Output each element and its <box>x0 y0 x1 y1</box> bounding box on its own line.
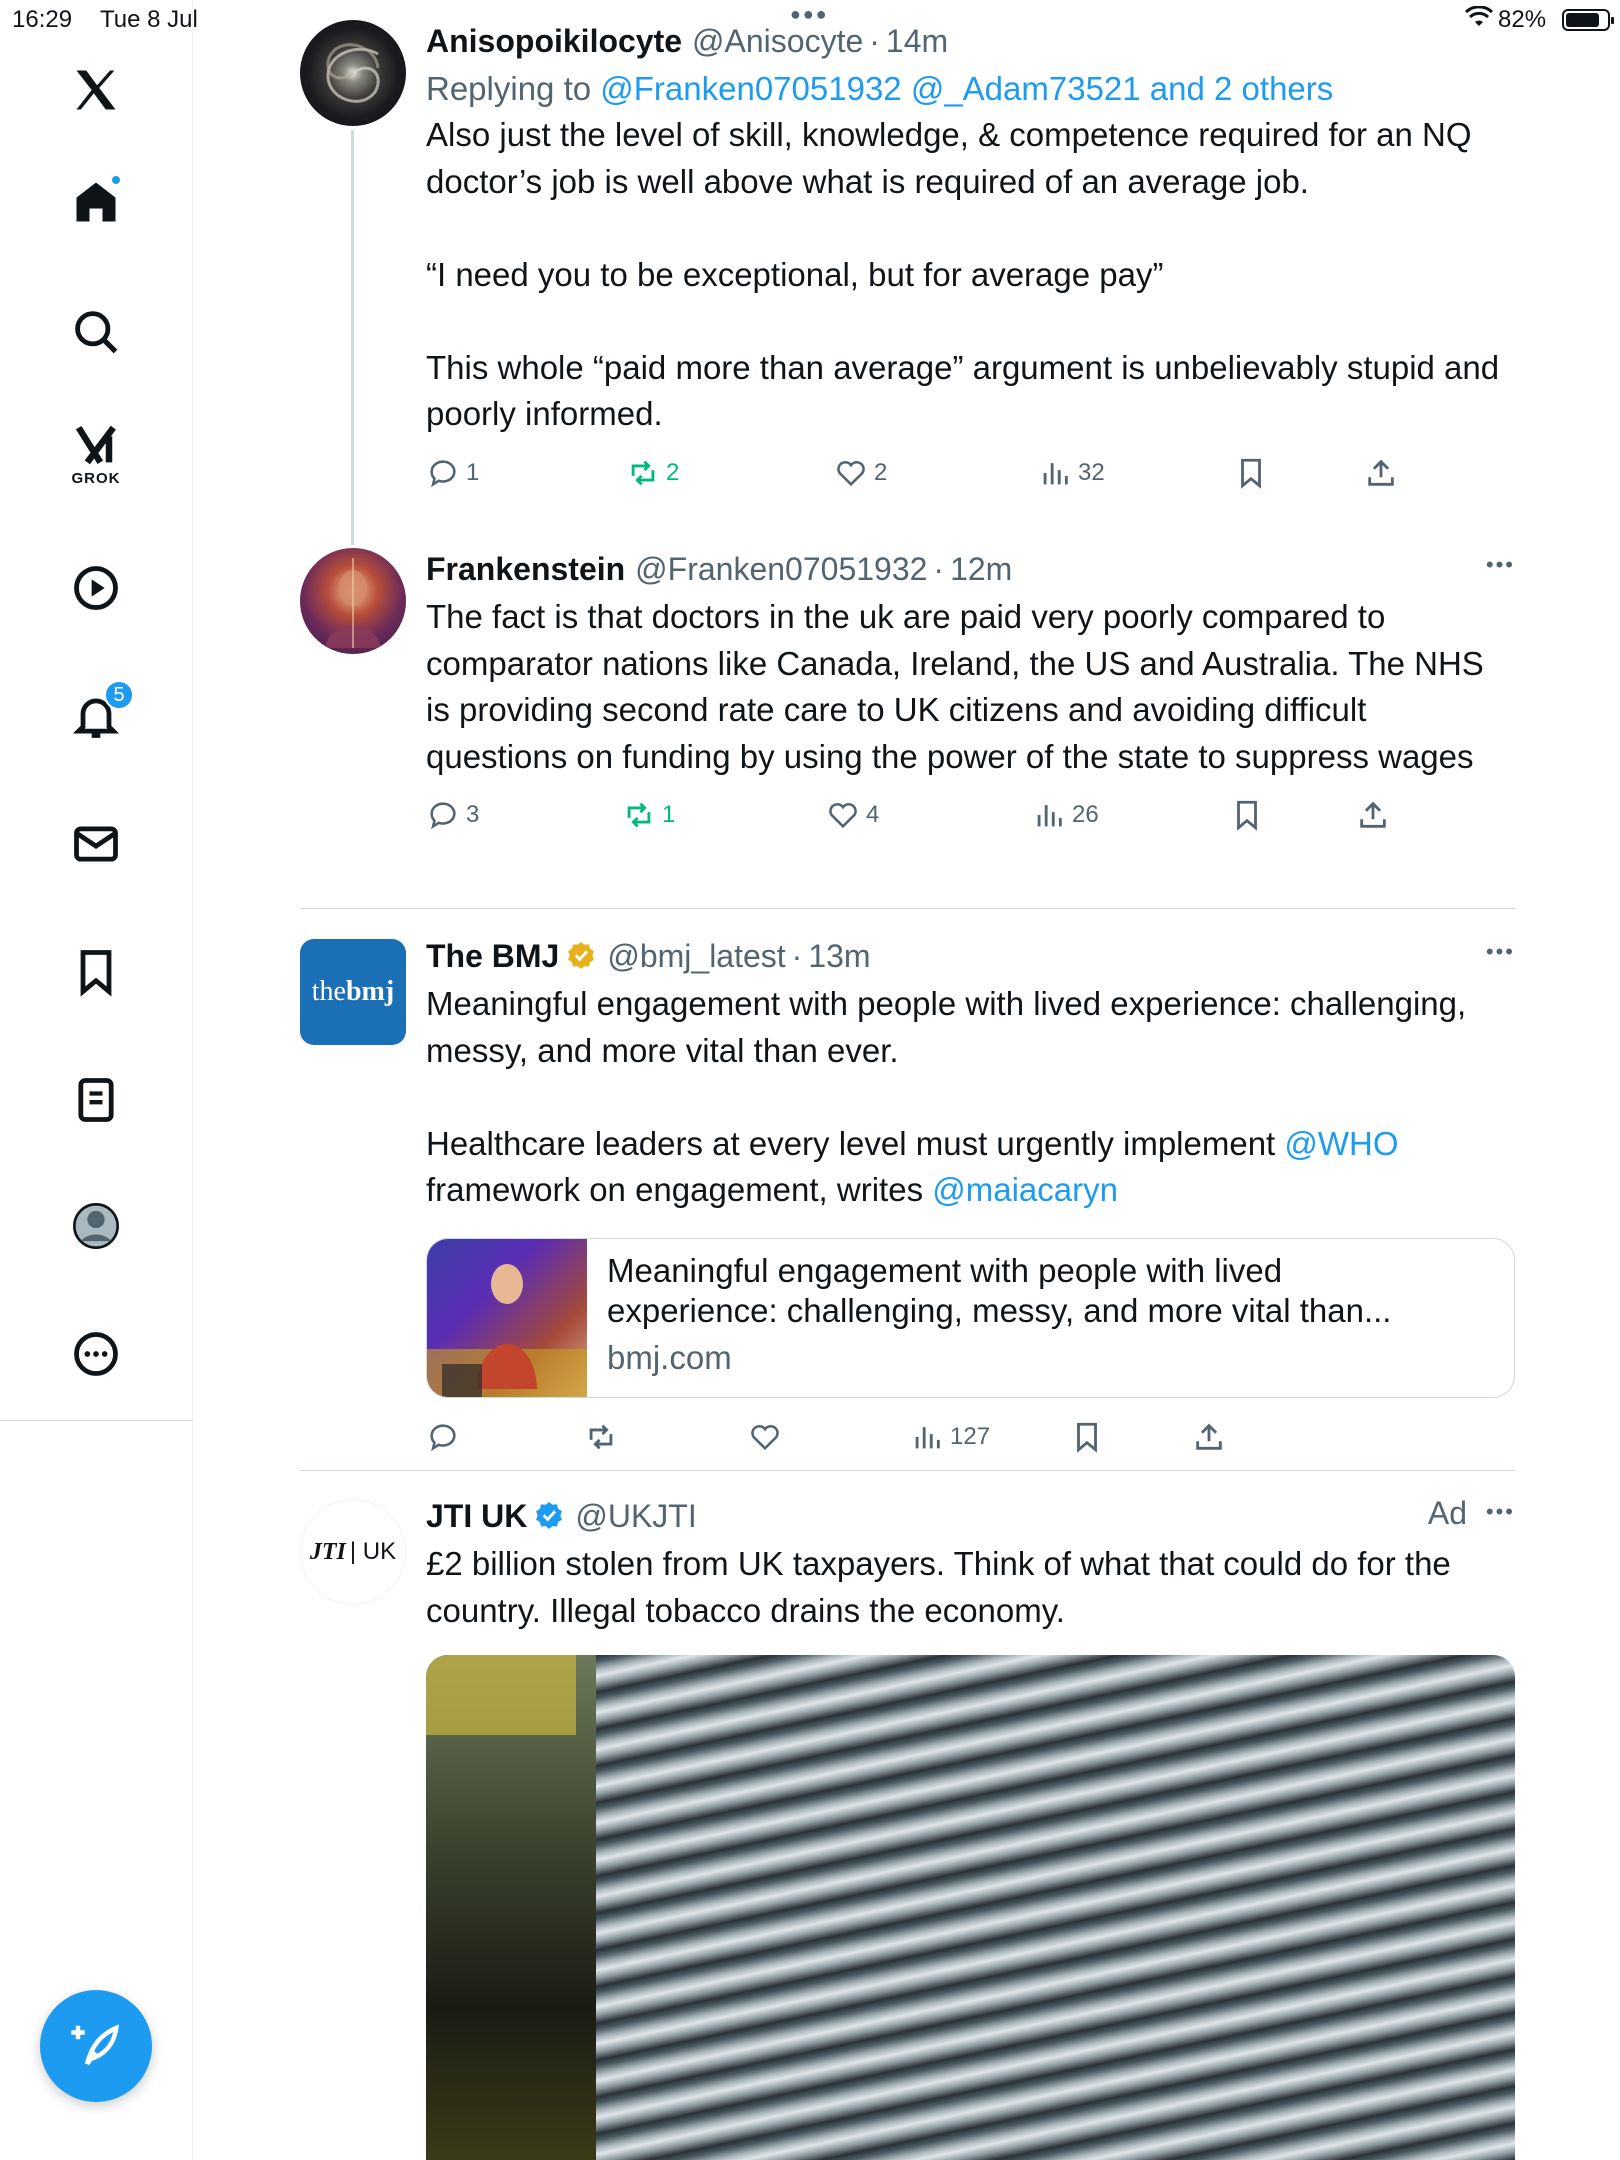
jti-logo-avatar[interactable] <box>300 1499 406 1605</box>
messages-icon[interactable] <box>56 804 136 884</box>
home-unread-dot <box>110 174 122 186</box>
repost-button[interactable] <box>626 456 679 490</box>
reply-button[interactable] <box>426 1420 460 1454</box>
views-chart-icon <box>1032 798 1066 832</box>
like-count: 4 <box>866 801 880 828</box>
bmj-logo-bmj: bmj <box>345 976 395 1007</box>
link-preview-domain: bmj.com <box>607 1338 732 1376</box>
link-preview-title: Meaningful engagement with people with lived experience: challenging, messy, and more vital than... <box>607 1251 1392 1329</box>
verified-blue-badge-icon <box>533 1500 565 1532</box>
grok-label: GROK <box>71 470 121 487</box>
bookmarks-icon[interactable] <box>56 932 136 1012</box>
views-chart-icon <box>1038 456 1072 490</box>
more-options-icon[interactable]: ••• <box>1485 939 1515 964</box>
repost-button[interactable] <box>584 1420 618 1454</box>
tweet-text-part-1: Meaningful engagement with people with lived experience: challenging, messy, and more vital than ever. Healthcare leaders at every level must urgently implement <box>426 985 1467 1162</box>
separator-dot: · <box>791 937 803 974</box>
verified-gold-badge-icon <box>565 940 597 972</box>
heart-icon <box>748 1420 782 1454</box>
display-name[interactable]: Frankenstein <box>426 550 626 587</box>
tweet-header <box>426 548 1515 590</box>
more-options-icon[interactable]: ••• <box>1485 552 1515 577</box>
bookmark-button[interactable] <box>1230 798 1264 832</box>
display-name[interactable]: Anisopoikilocyte <box>426 22 683 59</box>
user-handle[interactable]: @Anisocyte <box>692 22 864 59</box>
profile-avatar-icon[interactable] <box>56 1186 136 1266</box>
home-icon[interactable] <box>56 162 136 242</box>
tweet-text: The fact is that doctors in the uk are paid very poorly compared to comparator nations like Canada, Ireland, the US and Australia. The NHS is providing second rate care to UK citizens and avoiding difficult questions on funding by using the power of the state to suppress wages <box>426 598 1493 775</box>
reply-icon <box>426 798 460 832</box>
user-handle[interactable]: @Franken07051932 <box>635 550 928 587</box>
video-icon[interactable] <box>56 548 136 628</box>
link-preview-card[interactable] <box>426 1238 1515 1398</box>
tweet-actions <box>426 1420 1515 1470</box>
display-name[interactable]: The BMJ <box>426 937 560 974</box>
bookmark-icon <box>1230 798 1264 832</box>
reply-count: 1 <box>466 458 480 486</box>
repost-icon <box>584 1420 618 1454</box>
sidebar <box>0 0 193 2160</box>
reply-button[interactable] <box>426 456 479 490</box>
ad-media-image[interactable] <box>426 1655 1515 2160</box>
bmj-logo-the: the <box>311 976 346 1007</box>
link-preview-image <box>427 1239 587 1398</box>
notifications-badge: 5 <box>104 680 134 710</box>
user-avatar[interactable] <box>300 548 406 654</box>
bmj-logo-avatar[interactable] <box>300 939 406 1045</box>
views-count: 127 <box>950 1422 991 1450</box>
reply-icon <box>426 1420 460 1454</box>
separator-dot: · <box>933 550 945 587</box>
user-avatar[interactable] <box>300 20 406 126</box>
replying-prefix: Replying to <box>426 70 601 107</box>
jti-logo-uk: | UK <box>349 1538 397 1565</box>
x-logo-icon[interactable] <box>56 50 136 130</box>
battery-percent: 82% <box>1498 6 1547 33</box>
compose-post-button[interactable] <box>40 1990 152 2102</box>
ad-label: Ad <box>1427 1495 1467 1531</box>
compose-feather-icon <box>69 2019 123 2073</box>
notifications-bell-icon[interactable] <box>56 676 136 756</box>
thread-connector-line <box>351 130 354 545</box>
repost-icon <box>626 456 660 490</box>
share-button[interactable] <box>1356 798 1390 832</box>
user-handle[interactable]: @UKJTI <box>575 1497 697 1534</box>
tweet-text-part-2: framework on engagement, writes <box>426 1171 924 1208</box>
timestamp[interactable]: 14m <box>885 22 949 59</box>
heart-icon <box>826 798 860 832</box>
views-chart-icon <box>910 1420 944 1454</box>
multitasking-dots-icon[interactable]: ●●● <box>790 4 829 24</box>
mention-maiacaryn[interactable]: @maiacaryn <box>932 1171 1118 1208</box>
timestamp[interactable]: 12m <box>950 550 1013 587</box>
tweet-header <box>426 1495 1515 1537</box>
views-count: 32 <box>1078 458 1105 486</box>
repost-count: 1 <box>662 801 676 828</box>
share-icon <box>1356 798 1390 832</box>
views-button[interactable] <box>1038 456 1105 490</box>
share-button[interactable] <box>1192 1420 1226 1454</box>
reply-button[interactable] <box>426 798 479 832</box>
more-options-icon[interactable] <box>56 1314 136 1394</box>
status-date: Tue 8 Jul <box>100 6 198 33</box>
sidebar-divider <box>0 1420 193 1421</box>
tweet-header <box>426 20 1515 62</box>
lists-icon[interactable] <box>56 1060 136 1140</box>
tweet-text <box>426 981 1515 1214</box>
user-handle[interactable]: @bmj_latest <box>607 937 786 974</box>
artwork-avatar-image <box>300 548 406 654</box>
more-options-icon[interactable]: ••• <box>1485 1499 1515 1524</box>
replying-to <box>426 70 1515 108</box>
status-time: 16:29 <box>12 6 73 33</box>
tweet-text: £2 billion stolen from UK taxpayers. Think of what that could do for the country. Illegal tobacco drains the economy. <box>426 1545 1460 1629</box>
tweet-actions <box>426 798 1515 848</box>
reply-count: 3 <box>466 801 480 828</box>
share-icon <box>1192 1420 1226 1454</box>
speaker-photo <box>427 1239 587 1398</box>
views-button[interactable] <box>910 1420 990 1454</box>
share-icon <box>1364 456 1398 490</box>
grok-icon[interactable] <box>56 412 136 492</box>
tweet-divider <box>300 1470 1515 1471</box>
tweet-header <box>426 935 1515 977</box>
display-name[interactable]: JTI UK <box>426 1497 528 1534</box>
bookmark-button[interactable] <box>1070 1420 1104 1454</box>
battery-icon <box>1562 9 1610 31</box>
like-button[interactable] <box>826 798 879 832</box>
galaxy-avatar-image <box>300 20 406 126</box>
bookmark-icon <box>1234 456 1268 490</box>
repost-count: 2 <box>666 458 680 486</box>
heart-icon <box>834 456 868 490</box>
bookmark-icon <box>1070 1420 1104 1454</box>
like-button[interactable] <box>748 1420 782 1454</box>
bookmark-button[interactable] <box>1234 456 1268 490</box>
timestamp[interactable]: 13m <box>808 937 871 974</box>
repost-icon <box>622 798 656 832</box>
ad-media-yellow-panel <box>426 1655 576 1735</box>
separator-dot: · <box>869 22 880 59</box>
like-button[interactable] <box>834 456 887 490</box>
like-count: 2 <box>874 458 888 486</box>
share-button[interactable] <box>1364 456 1398 490</box>
views-button[interactable] <box>1032 798 1099 832</box>
tweet-divider <box>300 908 1515 909</box>
repost-button[interactable] <box>622 798 675 832</box>
tweet-text: Also just the level of skill, knowledge, & competence required for an NQ doctor’s job is well above what is required of an average job. “I need you to be exceptional, but for average pay” This whole “paid more than average” argument is unbelievably stupid and poorly informed. <box>426 116 1500 432</box>
tweet-actions <box>426 456 1515 506</box>
search-icon[interactable] <box>56 292 136 372</box>
replying-users-link[interactable]: @Franken07051932 @_Adam73521 and 2 others <box>600 70 1334 107</box>
reply-icon <box>426 456 460 490</box>
jti-logo-jti: JTI <box>309 1538 346 1565</box>
views-count: 26 <box>1072 801 1099 828</box>
mention-who[interactable]: @WHO <box>1284 1124 1399 1162</box>
